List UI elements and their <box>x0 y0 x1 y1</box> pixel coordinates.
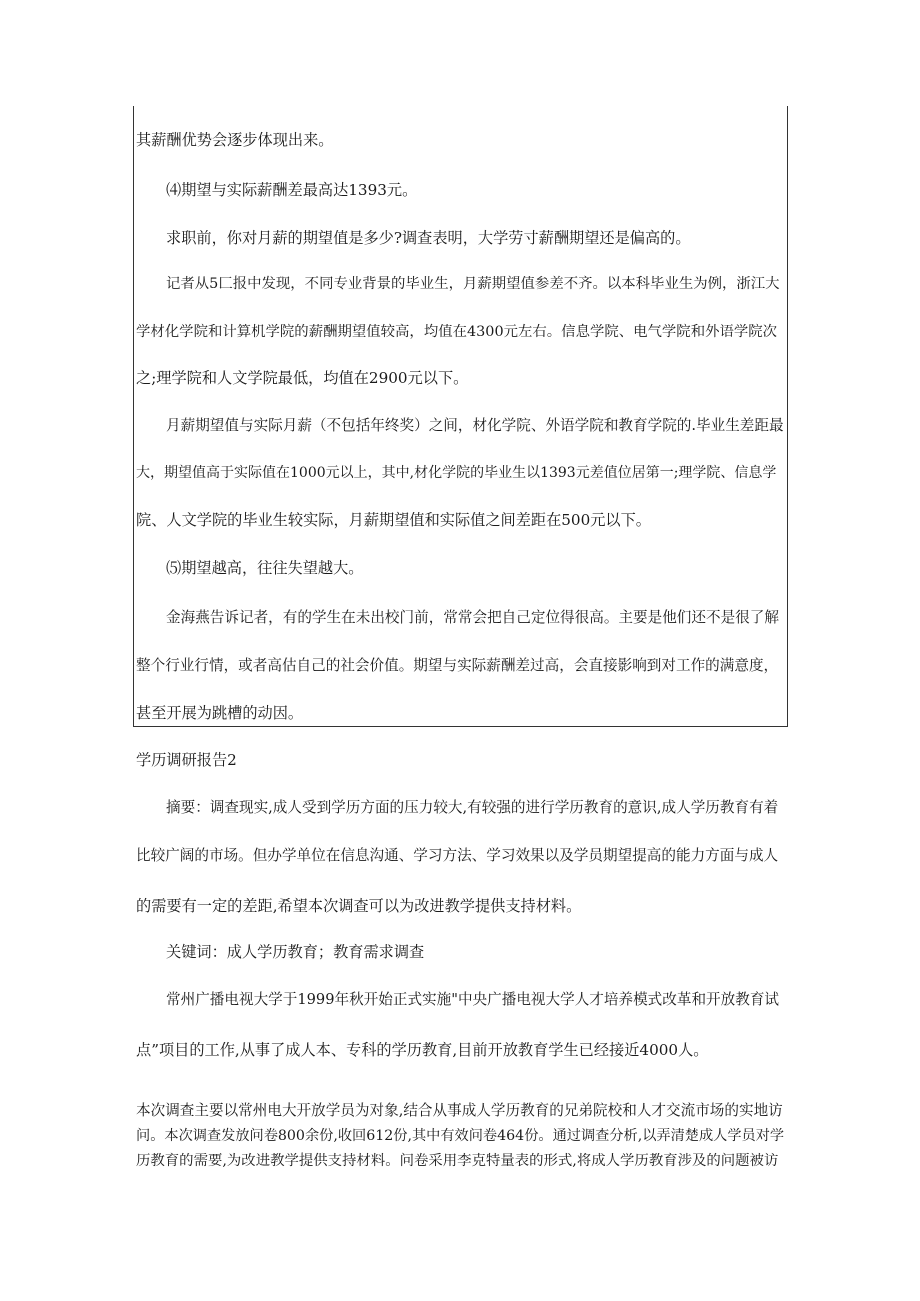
paragraph-line: 月薪期望值与实际月薪（不包括年终奖）之间，材化学院、外语学院和教育学院的.毕业生差距最 <box>166 417 784 434</box>
abstract-line: 的需要有一定的差距,希望本次调查可以为改进教学提供支持材料。 <box>136 897 582 915</box>
table-border-left <box>133 106 134 727</box>
paragraph-line: 求职前，你对月薪的期望值是多少?调查表明，大学劳寸薪酬期望还是偏高的。 <box>166 229 691 247</box>
paragraph-line: 院、人文学院的毕业生较实际，月薪期望值和实际值之间差距在500元以下。 <box>136 511 651 529</box>
abstract-line: 摘要：调查现实,成人受到学历方面的压力较大,有较强的进行学历教育的意识,成人学历教育有着 <box>166 799 779 816</box>
paragraph-line: 历教育的需要,为改进教学提供支持材料。问卷采用李克特量表的形式,将成人学历教育涉及的问题被访 <box>136 1153 779 1169</box>
table-border-right <box>787 106 788 727</box>
keywords-line: 关键词：成人学历教育；教育需求调查 <box>166 943 425 961</box>
table-border-bottom <box>133 726 788 727</box>
paragraph-line: 金海燕告诉记者，有的学生在未出校门前，常常会把自己定位得很高。主要是他们还不是很了解 <box>166 609 779 626</box>
paragraph-line: 甚至开展为跳槽的动因。 <box>136 704 304 722</box>
paragraph-line: 记者从5匚报中发现，不同专业背景的毕业生，月薪期望值参差不齐。以本科毕业生为例，浙江大 <box>166 276 780 292</box>
paragraph-line: 问。本次调查发放问卷800余份,收回612份,其中有效问卷464份。通过调查分析,以弄清楚成人学员对学 <box>136 1128 785 1144</box>
paragraph-line: 之;理学院和人文学院最低，均值在2900元以下。 <box>136 369 469 387</box>
paragraph-line: 学材化学院和计算机学院的薪酬期望值较高，均值在4300元左右。信息学院、电气学院和外语学院次 <box>136 324 778 340</box>
section-heading: ⑷期望与实际薪酬差最高达1393元。 <box>166 181 418 199</box>
abstract-line: 比较广阔的市场。但办学单位在信息沟通、学习方法、学习效果以及学员期望提高的能力方面与成人 <box>136 847 779 864</box>
section-heading: ⑸期望越高，往往失望越大。 <box>166 559 364 577</box>
report-title: 学历调研报告2 <box>136 751 237 769</box>
paragraph-line: 点”项目的工作,从事了成人本、专科的学历教育,目前开放教育学生已经接近4000人。 <box>136 1041 709 1059</box>
paragraph-line: 常州广播电视大学于1999年秋开始正式实施"中央广播电视大学人才培养模式改革和开放教育试 <box>166 991 780 1008</box>
paragraph-line: 整个行业行情，或者高估自己的社会价值。期望与实际薪酬差过高，会直接影响到对工作的满意度， <box>136 657 779 674</box>
paragraph-line: 本次调查主要以常州电大开放学员为对象,结合从事成人学历教育的兄弟院校和人才交流市场的实地访 <box>136 1102 783 1119</box>
paragraph-line: 其薪酬优势会逐步体现出来。 <box>136 131 334 149</box>
paragraph-line: 大，期望值高于实际值在1000元以上，其中,材化学院的毕业生以1393元差值位居第一;理学院、信息学 <box>136 465 777 481</box>
